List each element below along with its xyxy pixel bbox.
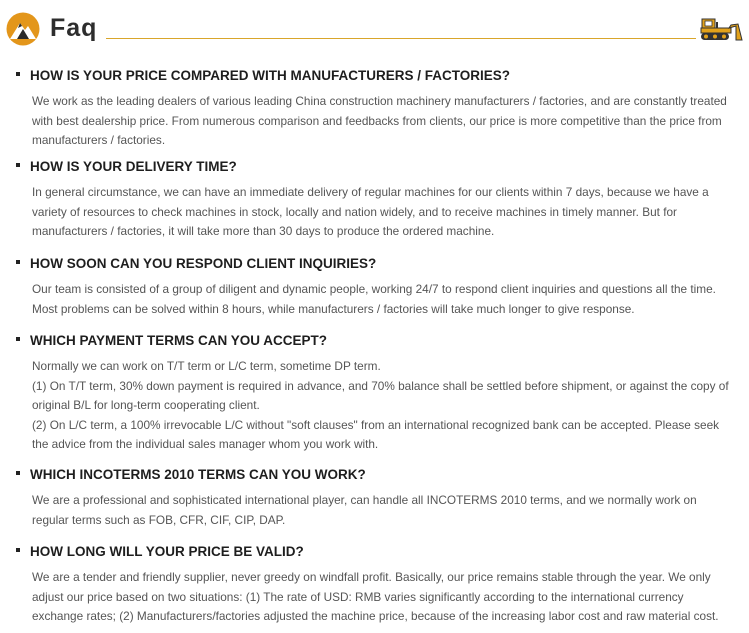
faq-answer-paragraph: Our team is consisted of a group of diligent and dynamic people, working 24/7 to respond client inquiries and questions all the time. Most problems can be solved within 8 hours, while manufacturers / factories will take much longer to give response. bbox=[32, 282, 716, 316]
faq-answer-paragraph: We work as the leading dealers of various leading China construction machinery manufacturers / factories, and are constantly treated with best dealership price. From numerous comparison and feedbacks from clients, our price is more competitive than the price from manufacturers / factories. bbox=[32, 94, 727, 147]
faq-answer bbox=[32, 568, 736, 627]
faq-question bbox=[16, 256, 376, 271]
faq-answer-paragraph: We are a professional and sophisticated international player, can handle all INCOTERMS 2010 terms, and we normally work on regular terms such as FOB, CFR, CIF, CIP, DAP. bbox=[32, 493, 697, 527]
faq-question bbox=[16, 544, 304, 559]
faq-answer bbox=[32, 280, 736, 319]
bulldozer-icon bbox=[698, 16, 744, 42]
faq-question-text: HOW SOON CAN YOU RESPOND CLIENT INQUIRIES? bbox=[30, 256, 377, 271]
faq-answer bbox=[32, 183, 736, 242]
faq-question-text: WHICH PAYMENT TERMS CAN YOU ACCEPT? bbox=[30, 333, 328, 348]
faq-answer-paragraph: Normally we can work on T/T term or L/C term, sometime DP term. bbox=[32, 359, 381, 373]
faq-question bbox=[16, 159, 237, 174]
faq-question bbox=[16, 467, 366, 482]
faq-answer bbox=[32, 357, 736, 455]
faq-question bbox=[16, 68, 510, 83]
page-title: Faq bbox=[50, 14, 98, 42]
faq-question-text: HOW IS YOUR DELIVERY TIME? bbox=[30, 159, 237, 174]
faq-question bbox=[16, 333, 327, 348]
bullet-icon bbox=[16, 72, 20, 76]
faq-answer bbox=[32, 92, 736, 151]
page-header bbox=[0, 0, 749, 56]
bullet-icon bbox=[16, 337, 20, 341]
faq-answer-paragraph: (2) On L/C term, a 100% irrevocable L/C without "soft clauses" from an international recognized bank can be accepted. Please seek the advice from the individual sales manager whom you work with. bbox=[32, 417, 720, 451]
faq-answer bbox=[32, 491, 736, 530]
title-divider bbox=[106, 38, 696, 39]
faq-answer-paragraph: In general circumstance, we can have an immediate delivery of regular machines for our clients within 7 days, because we have a variety of resources to check machines in stock, locally and nation widely, and to receive machines in timely manner. But for manufacturers / factories, it will take more than 30 days to produce the ordered machine. bbox=[32, 185, 709, 238]
bullet-icon bbox=[16, 548, 20, 552]
faq-answer-paragraph: We are a tender and friendly supplier, never greedy on windfall profit. Basically, our price remains stable through the year. We only adjust our price based on two situations: (1) The rate of USD: RMB varies significantly according to the international currency exchange rates; (2) Manufacturers/factories adjusted the machine price, because of the increasing labor cost and raw material cost. bbox=[32, 570, 719, 623]
bullet-icon bbox=[16, 471, 20, 475]
bullet-icon bbox=[16, 260, 20, 264]
bullet-icon bbox=[16, 163, 20, 167]
faq-question-text: WHICH INCOTERMS 2010 TERMS CAN YOU WORK? bbox=[30, 467, 366, 482]
faq-question-text: HOW LONG WILL YOUR PRICE BE VALID? bbox=[30, 544, 304, 559]
faq-question-text: HOW IS YOUR PRICE COMPARED WITH MANUFACTURERS / FACTORIES? bbox=[30, 68, 511, 83]
faq-answer-paragraph: (1) On T/T term, 30% down payment is required in advance, and 70% balance shall be settled before shipment, or against the copy of original B/L for long-term cooperating client. bbox=[32, 378, 729, 412]
mountain-logo-icon bbox=[6, 12, 40, 46]
